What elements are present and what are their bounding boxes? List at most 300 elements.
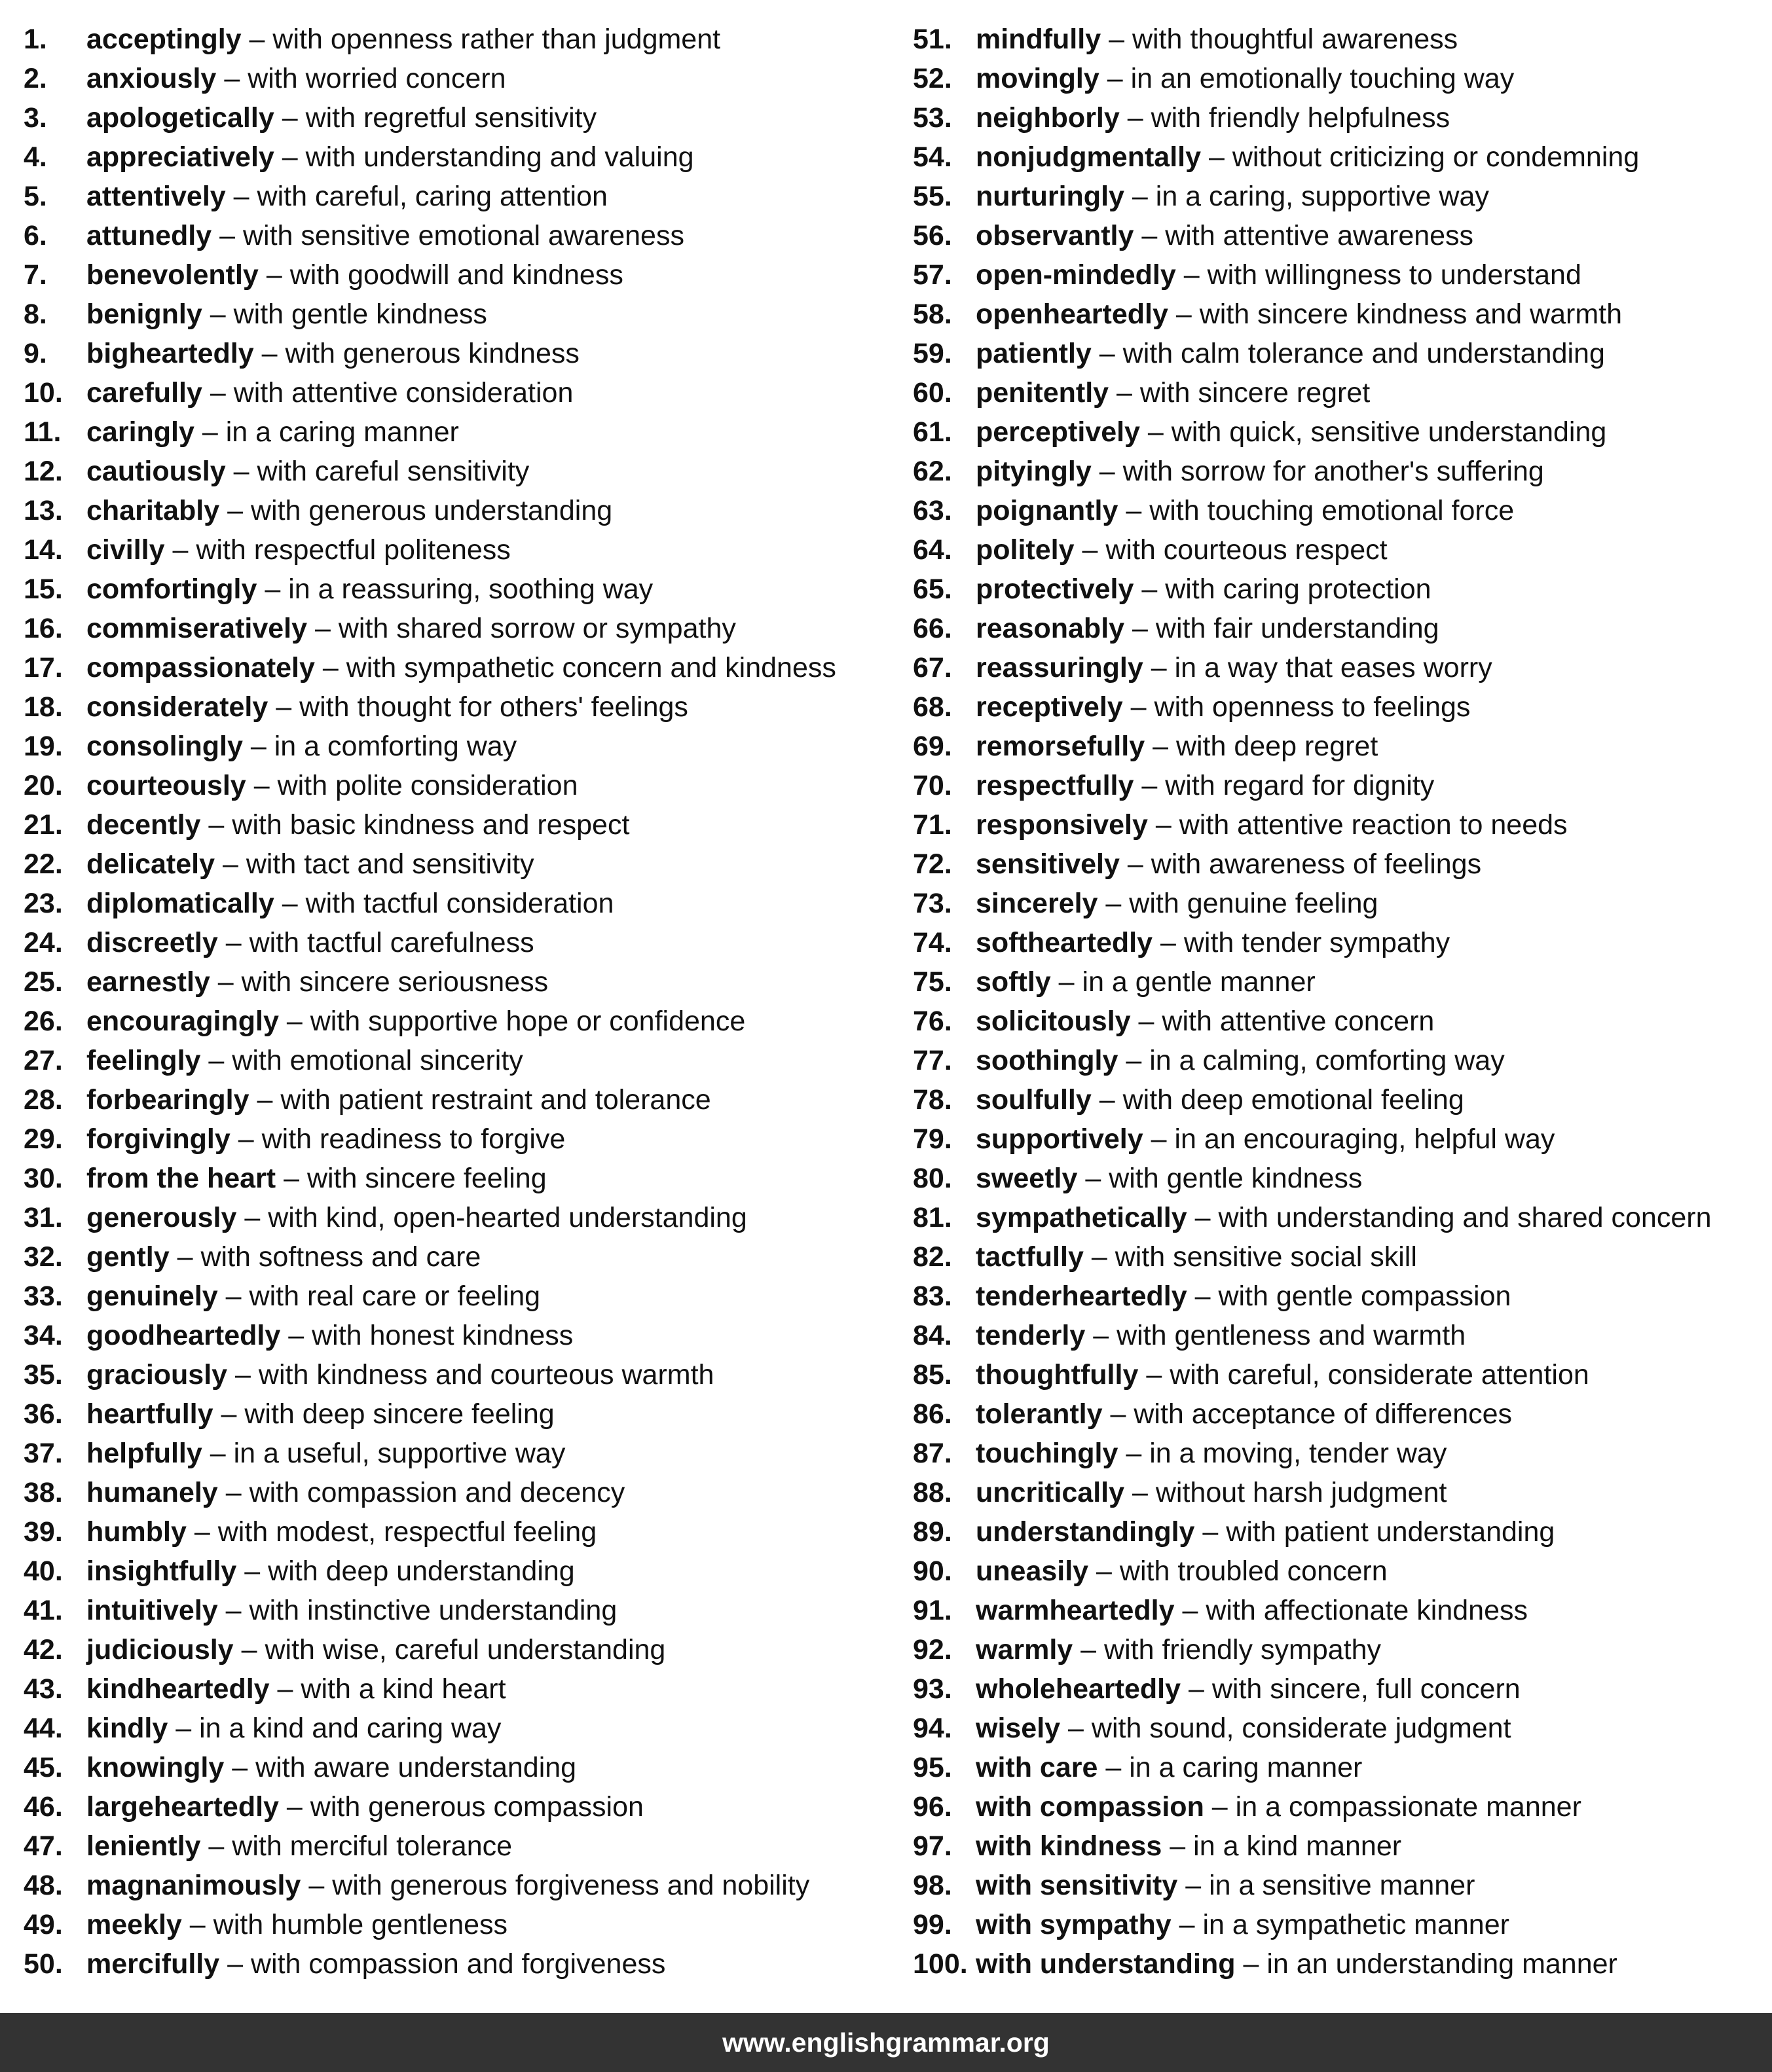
entry-number: 100. — [913, 1948, 968, 1980]
entry-definition: with acceptance of differences — [1134, 1398, 1513, 1430]
entry-separator: – — [1109, 24, 1124, 55]
list-item — [24, 1394, 901, 1434]
entry-number: 7. — [24, 259, 47, 291]
entry-separator: – — [1110, 1398, 1126, 1430]
entry-word: with sensitivity — [976, 1870, 1178, 1901]
entry-separator: – — [224, 63, 240, 94]
entry-number: 1. — [24, 24, 47, 55]
entry-word: politely — [976, 534, 1075, 566]
entry-separator: – — [1058, 966, 1075, 998]
entry-word: goodheartedly — [86, 1320, 281, 1351]
entry-separator: – — [1068, 1713, 1084, 1744]
entry-definition: with touching emotional force — [1149, 495, 1515, 526]
entry-word: with care — [976, 1752, 1098, 1783]
entry-number: 90. — [913, 1555, 952, 1587]
entry-separator: – — [217, 966, 234, 998]
entry-number: 5. — [24, 181, 47, 212]
list-item — [913, 334, 1764, 373]
entry-definition: in a reassuring, soothing way — [288, 573, 654, 605]
entry-number: 95. — [913, 1752, 952, 1783]
entry-definition: with shared sorrow or sympathy — [338, 613, 736, 644]
list-item — [913, 1159, 1764, 1198]
entry-number: 54. — [913, 141, 952, 173]
entry-number: 52. — [913, 63, 952, 94]
entry-separator: – — [1132, 1477, 1148, 1508]
entry-number: 84. — [913, 1320, 952, 1351]
entry-number: 87. — [913, 1438, 952, 1469]
entry-separator: – — [1126, 1045, 1142, 1076]
entry-word: gently — [86, 1241, 170, 1273]
entry-definition: with sincere feeling — [306, 1163, 547, 1194]
entry-separator: – — [1105, 1752, 1122, 1783]
entry-number: 58. — [913, 299, 952, 330]
entry-word: responsively — [976, 809, 1148, 841]
entry-definition: with attentive awareness — [1165, 220, 1474, 251]
entry-word: supportively — [976, 1123, 1143, 1155]
entry-number: 15. — [24, 573, 63, 605]
list-item — [24, 727, 901, 766]
entry-definition: with supportive hope or confidence — [310, 1006, 746, 1037]
entry-definition: in an emotionally touching way — [1130, 63, 1515, 94]
entry-number: 81. — [913, 1202, 952, 1233]
list-item — [913, 1237, 1764, 1277]
entry-definition: with regretful sensitivity — [305, 102, 597, 134]
entry-word: with compassion — [976, 1791, 1204, 1823]
entry-word: humbly — [86, 1516, 187, 1548]
entry-definition: with honest kindness — [312, 1320, 574, 1351]
entry-definition: without harsh judgment — [1155, 1477, 1447, 1508]
entry-number: 63. — [913, 495, 952, 526]
entry-separator: – — [1099, 338, 1115, 369]
entry-definition: with attentive reaction to needs — [1179, 809, 1568, 841]
entry-separator: – — [235, 1359, 251, 1390]
list-item — [24, 98, 901, 137]
entry-number: 78. — [913, 1084, 952, 1116]
entry-word: nurturingly — [976, 181, 1124, 212]
entry-word: patiently — [976, 338, 1092, 369]
entry-number: 53. — [913, 102, 952, 134]
list-item — [913, 1473, 1764, 1512]
list-item — [24, 1512, 901, 1552]
entry-definition: with gentle compassion — [1218, 1281, 1511, 1312]
entry-word: observantly — [976, 220, 1134, 251]
list-item — [913, 1748, 1764, 1787]
list-item — [913, 1119, 1764, 1159]
entry-word: thoughtfully — [976, 1359, 1139, 1390]
entry-separator: – — [1093, 1320, 1109, 1351]
entry-definition: in a kind manner — [1193, 1830, 1402, 1862]
entry-word: poignantly — [976, 495, 1118, 526]
entry-number: 16. — [24, 613, 63, 644]
entry-word: forbearingly — [86, 1084, 249, 1116]
entry-number: 77. — [913, 1045, 952, 1076]
entry-separator: – — [282, 141, 298, 173]
entry-separator: – — [202, 416, 218, 448]
list-item — [913, 491, 1764, 530]
entry-word: acceptingly — [86, 24, 242, 55]
entry-word: knowingly — [86, 1752, 225, 1783]
entry-definition: with attentive concern — [1162, 1006, 1435, 1037]
list-item — [24, 609, 901, 648]
entry-word: penitently — [976, 377, 1109, 409]
footer-website-text: www.englishgrammar.org — [722, 2027, 1050, 2058]
list-item — [24, 648, 901, 687]
entry-word: remorsefully — [976, 731, 1145, 762]
entry-definition: with a kind heart — [301, 1673, 506, 1705]
entry-separator: – — [322, 652, 339, 683]
entry-definition: with calm tolerance and understanding — [1122, 338, 1605, 369]
list-item — [24, 137, 901, 177]
list-item — [24, 1198, 901, 1237]
entry-separator: – — [1141, 573, 1158, 605]
entry-definition: in a kind and caring way — [199, 1713, 502, 1744]
entry-word: earnestly — [86, 966, 210, 998]
entry-number: 48. — [24, 1870, 63, 1901]
entry-definition: in an understanding manner — [1266, 1948, 1617, 1980]
entry-word: civilly — [86, 534, 165, 566]
entry-number: 85. — [913, 1359, 952, 1390]
entry-number: 14. — [24, 534, 63, 566]
entry-word: cautiously — [86, 456, 226, 487]
entry-word: charitably — [86, 495, 220, 526]
entry-word: insightfully — [86, 1555, 237, 1587]
entry-word: receptively — [976, 691, 1123, 723]
entry-word: anxiously — [86, 63, 217, 94]
entry-number: 12. — [24, 456, 63, 487]
entry-definition: with understanding and valuing — [305, 141, 694, 173]
entry-word: encouragingly — [86, 1006, 279, 1037]
entry-number: 61. — [913, 416, 952, 448]
entry-definition: in a sympathetic manner — [1202, 1909, 1509, 1940]
entry-definition: with gentle kindness — [233, 299, 487, 330]
entry-word: sympathetically — [976, 1202, 1187, 1233]
entry-number: 86. — [913, 1398, 952, 1430]
list-item — [24, 1709, 901, 1748]
entry-separator: – — [244, 1555, 261, 1587]
list-item — [24, 452, 901, 491]
entry-number: 20. — [24, 770, 63, 801]
entry-definition: with deep understanding — [268, 1555, 575, 1587]
entry-separator: – — [189, 1909, 206, 1940]
list-item — [913, 295, 1764, 334]
entry-separator: – — [233, 181, 249, 212]
entry-number: 51. — [913, 24, 952, 55]
entry-number: 34. — [24, 1320, 63, 1351]
entry-separator: – — [1085, 1163, 1101, 1194]
entry-definition: with instinctive understanding — [249, 1595, 618, 1626]
list-item — [24, 1787, 901, 1827]
entry-definition: with modest, respectful feeling — [217, 1516, 597, 1548]
entry-word: genuinely — [86, 1281, 218, 1312]
list-item — [913, 1002, 1764, 1041]
entry-definition: with affectionate kindness — [1206, 1595, 1528, 1626]
list-item — [913, 609, 1764, 648]
list-item — [24, 1905, 901, 1944]
list-item — [24, 1473, 901, 1512]
entry-definition: with polite consideration — [277, 770, 578, 801]
entry-word: from the heart — [86, 1163, 276, 1194]
entry-word: understandingly — [976, 1516, 1195, 1548]
entry-definition: in a caring manner — [225, 416, 459, 448]
entry-definition: in a compassionate manner — [1235, 1791, 1581, 1823]
entry-word: feelingly — [86, 1045, 201, 1076]
list-item — [24, 1002, 901, 1041]
entry-definition: with tact and sensitivity — [246, 848, 534, 880]
entry-number: 11. — [24, 416, 62, 448]
entry-separator: – — [1138, 1006, 1154, 1037]
entry-separator: – — [241, 1634, 257, 1665]
entry-definition: with regard for dignity — [1165, 770, 1435, 801]
entry-separator: – — [222, 848, 238, 880]
entry-separator: – — [1185, 1870, 1202, 1901]
list-item — [24, 334, 901, 373]
entry-word: magnanimously — [86, 1870, 301, 1901]
entry-definition: with sensitive emotional awareness — [242, 220, 684, 251]
entry-word: courteously — [86, 770, 246, 801]
entry-word: warmheartedly — [976, 1595, 1175, 1626]
list-item — [913, 1944, 1764, 1984]
entry-separator: – — [1132, 613, 1148, 644]
entry-number: 74. — [913, 927, 952, 958]
entry-separator: – — [225, 927, 242, 958]
list-item — [913, 177, 1764, 216]
entry-separator: – — [1175, 299, 1192, 330]
list-item — [913, 727, 1764, 766]
list-item — [24, 530, 901, 570]
entry-number: 26. — [24, 1006, 63, 1037]
entry-separator: – — [1146, 1359, 1162, 1390]
entry-number: 40. — [24, 1555, 63, 1587]
entry-number: 50. — [24, 1948, 63, 1980]
entry-separator: – — [253, 770, 270, 801]
entry-definition: with worried concern — [248, 63, 506, 94]
entry-number: 2. — [24, 63, 47, 94]
entry-definition: with thoughtful awareness — [1132, 24, 1458, 55]
entry-separator: – — [1147, 416, 1164, 448]
list-item — [913, 648, 1764, 687]
list-item — [913, 20, 1764, 59]
entry-number: 68. — [913, 691, 952, 723]
entry-definition: with sincere, full concern — [1211, 1673, 1521, 1705]
entry-word: reasonably — [976, 613, 1125, 644]
entry-word: diplomatically — [86, 888, 274, 919]
entry-number: 41. — [24, 1595, 63, 1626]
entry-word: attunedly — [86, 220, 212, 251]
entry-word: touchingly — [976, 1438, 1118, 1469]
entry-definition: with sorrow for another's suffering — [1122, 456, 1544, 487]
entry-definition: with aware understanding — [255, 1752, 577, 1783]
entry-definition: with sincere kindness and warmth — [1199, 299, 1623, 330]
list-item — [913, 884, 1764, 923]
entry-word: comfortingly — [86, 573, 257, 605]
entry-definition: with willingness to understand — [1207, 259, 1581, 291]
list-item — [913, 1591, 1764, 1630]
entry-definition: with generous kindness — [285, 338, 580, 369]
entry-separator: – — [221, 1398, 237, 1430]
list-item — [913, 1316, 1764, 1355]
list-item — [913, 137, 1764, 177]
entry-separator: – — [1155, 809, 1172, 841]
entry-number: 33. — [24, 1281, 63, 1312]
entry-number: 23. — [24, 888, 63, 919]
entry-separator: – — [244, 1202, 261, 1233]
entry-separator: – — [284, 1163, 299, 1194]
list-item — [913, 1080, 1764, 1119]
list-item — [913, 452, 1764, 491]
entry-separator: – — [1194, 1202, 1211, 1233]
entry-separator: – — [232, 1752, 248, 1783]
entry-word: protectively — [976, 573, 1134, 605]
entry-word: with kindness — [976, 1830, 1162, 1862]
entry-word: appreciatively — [86, 141, 274, 173]
list-item — [24, 1080, 901, 1119]
entry-separator: – — [208, 1045, 225, 1076]
entry-separator: – — [1126, 495, 1142, 526]
entry-word: graciously — [86, 1359, 228, 1390]
list-item — [24, 1866, 901, 1905]
entry-definition: with friendly sympathy — [1104, 1634, 1382, 1665]
entry-number: 65. — [913, 573, 952, 605]
footer-bar — [0, 2013, 1772, 2072]
entry-separator: – — [1194, 1281, 1211, 1312]
entry-word: leniently — [86, 1830, 201, 1862]
entry-number: 25. — [24, 966, 63, 998]
entry-number: 60. — [913, 377, 952, 409]
entry-word: openheartedly — [976, 299, 1168, 330]
entry-definition: with generous understanding — [250, 495, 613, 526]
entry-definition: with thought for others' feelings — [299, 691, 688, 723]
entry-definition: with openness rather than judgment — [272, 24, 721, 55]
entry-number: 80. — [913, 1163, 952, 1194]
entry-number: 31. — [24, 1202, 63, 1233]
entry-number: 72. — [913, 848, 952, 880]
list-item — [913, 1827, 1764, 1866]
entry-definition: with troubled concern — [1119, 1555, 1388, 1587]
entry-number: 98. — [913, 1870, 952, 1901]
entry-separator: – — [208, 809, 225, 841]
entry-number: 97. — [913, 1830, 952, 1862]
entry-separator: – — [249, 24, 265, 55]
entry-number: 18. — [24, 691, 63, 723]
entry-word: sensitively — [976, 848, 1120, 880]
list-item — [24, 412, 901, 452]
list-item — [24, 1630, 901, 1669]
list-item — [24, 20, 901, 59]
entry-number: 59. — [913, 338, 952, 369]
entry-separator: – — [1127, 102, 1143, 134]
entry-definition: with quick, sensitive understanding — [1171, 416, 1607, 448]
entry-number: 82. — [913, 1241, 952, 1273]
entry-number: 19. — [24, 731, 63, 762]
entry-definition: with generous compassion — [310, 1791, 644, 1823]
entry-separator: – — [282, 888, 298, 919]
entry-separator: – — [314, 613, 331, 644]
entry-definition: with kindness and courteous warmth — [258, 1359, 714, 1390]
list-item — [24, 1041, 901, 1080]
entry-separator: – — [286, 1791, 303, 1823]
entry-separator: – — [238, 1123, 254, 1155]
list-item — [24, 845, 901, 884]
entry-word: compassionately — [86, 652, 315, 683]
entry-separator: – — [210, 377, 226, 409]
entry-separator: – — [1170, 1830, 1186, 1862]
entry-separator: – — [175, 1713, 192, 1744]
entry-word: mindfully — [976, 24, 1101, 55]
entry-word: wisely — [976, 1713, 1061, 1744]
entry-number: 28. — [24, 1084, 63, 1116]
entry-separator: – — [1099, 1084, 1115, 1116]
entry-number: 76. — [913, 1006, 952, 1037]
entry-separator: – — [1208, 141, 1225, 173]
entry-definition: with merciful tolerance — [232, 1830, 513, 1862]
entry-separator: – — [1182, 1595, 1198, 1626]
entry-number: 39. — [24, 1516, 63, 1548]
entry-separator: – — [210, 299, 226, 330]
entry-number: 69. — [913, 731, 952, 762]
list-item — [913, 687, 1764, 727]
entry-separator: – — [1127, 848, 1143, 880]
list-item — [913, 255, 1764, 295]
list-item — [24, 59, 901, 98]
list-item — [24, 1434, 901, 1473]
list-item — [24, 805, 901, 845]
list-item — [24, 1669, 901, 1709]
entry-definition: with careful, considerate attention — [1170, 1359, 1589, 1390]
word-list — [0, 20, 1772, 1984]
entry-word: pityingly — [976, 456, 1092, 487]
entry-number: 88. — [913, 1477, 952, 1508]
entry-number: 79. — [913, 1123, 952, 1155]
list-item — [913, 805, 1764, 845]
entry-separator: – — [1099, 456, 1115, 487]
entry-separator: – — [1107, 63, 1123, 94]
entry-number: 83. — [913, 1281, 952, 1312]
list-item — [913, 412, 1764, 452]
list-item — [913, 1669, 1764, 1709]
entry-definition: in a calming, comforting way — [1149, 1045, 1505, 1076]
entry-separator: – — [1151, 652, 1167, 683]
entry-separator: – — [225, 1595, 242, 1626]
list-item — [24, 1159, 901, 1198]
entry-definition: with emotional sincerity — [232, 1045, 523, 1076]
entry-definition: with respectful politeness — [196, 534, 511, 566]
list-item — [913, 923, 1764, 962]
list-item — [913, 1552, 1764, 1591]
entry-number: 62. — [913, 456, 952, 487]
entry-separator: – — [282, 102, 298, 134]
list-item — [913, 1434, 1764, 1473]
entry-definition: with openness to feelings — [1154, 691, 1471, 723]
entry-definition: with gentleness and warmth — [1117, 1320, 1466, 1351]
entry-number: 55. — [913, 181, 952, 212]
entry-separator: – — [308, 1870, 325, 1901]
entry-number: 57. — [913, 259, 952, 291]
list-item — [24, 1316, 901, 1355]
entry-separator: – — [1126, 1438, 1142, 1469]
entry-separator: – — [208, 1830, 225, 1862]
entry-number: 94. — [913, 1713, 952, 1744]
entry-definition: with generous forgiveness and nobility — [332, 1870, 810, 1901]
entry-number: 3. — [24, 102, 47, 134]
entry-word: mercifully — [86, 1948, 220, 1980]
entry-word: forgivingly — [86, 1123, 231, 1155]
list-item — [913, 962, 1764, 1002]
entry-separator: – — [172, 534, 189, 566]
entry-number: 73. — [913, 888, 952, 919]
entry-number: 38. — [24, 1477, 63, 1508]
entry-word: bigheartedly — [86, 338, 254, 369]
entry-word: warmly — [976, 1634, 1073, 1665]
